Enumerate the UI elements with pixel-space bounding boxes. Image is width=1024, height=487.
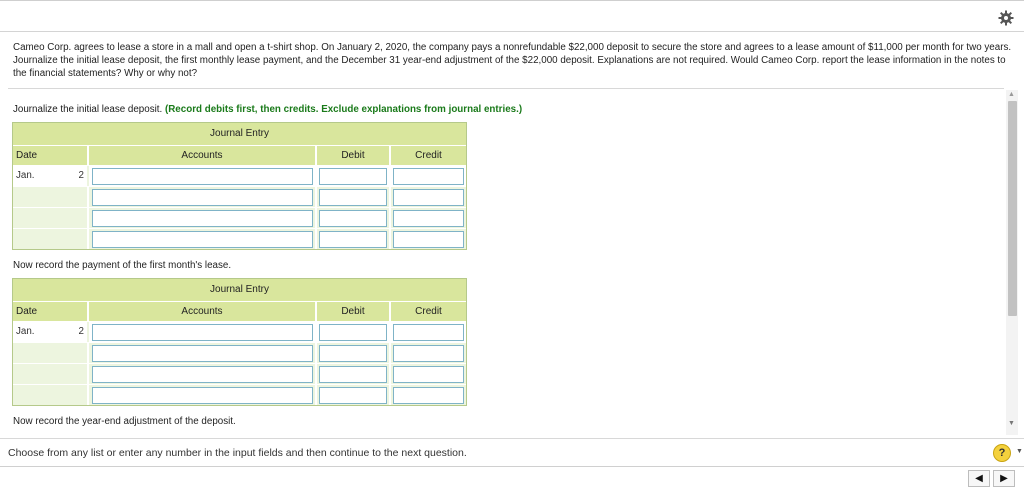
instruction-first-payment: Now record the payment of the first month's lease. [13, 260, 232, 271]
debit-input[interactable] [319, 345, 387, 362]
date-day: 2 [78, 170, 84, 181]
date-cell [13, 187, 89, 207]
scrollbar-thumb[interactable] [1008, 101, 1017, 316]
debit-input[interactable] [319, 366, 387, 383]
problem-statement: Cameo Corp. agrees to lease a store in a mall and open a t-shirt shop. On January 2, 2020, the company pays a nonrefundable $22,000 deposit to secure the store and agrees to a lease amount of $11,000 per month for two years. Journalize the initial lease deposit, the first monthly lease payment, and the December 31 year-end adjustment of the $22,000 deposit. Explanations are not required. Would Cameo Corp. report the lease information in the notes to the financial statements? Why or why not? [13, 42, 1012, 79]
date-day: 2 [78, 326, 84, 337]
next-button[interactable]: ▶ [993, 470, 1015, 487]
help-dropdown-icon[interactable]: ▼ [1016, 448, 1023, 455]
account-input[interactable] [92, 231, 313, 248]
scroll-up-icon[interactable]: ▲ [1008, 91, 1015, 98]
journal-row [13, 321, 466, 342]
instruction-year-end: Now record the year-end adjustment of the deposit. [13, 416, 236, 427]
journal-entry-table-payment [12, 278, 467, 406]
previous-button[interactable]: ◀ [968, 470, 990, 487]
date-cell [13, 385, 89, 405]
account-input[interactable] [92, 324, 313, 341]
debit-input[interactable] [319, 189, 387, 206]
bottom-divider [0, 466, 1024, 467]
journal-title: Journal Entry [13, 279, 466, 301]
divider [8, 88, 1004, 89]
date-cell [13, 166, 89, 186]
journal-row [13, 363, 466, 384]
credit-input[interactable] [393, 168, 464, 185]
credit-input[interactable] [393, 210, 464, 227]
debit-input[interactable] [319, 387, 387, 404]
debit-input[interactable] [319, 210, 387, 227]
journal-title: Journal Entry [13, 123, 466, 145]
date-month: Jan. [16, 170, 35, 181]
account-input[interactable] [92, 387, 313, 404]
credit-input[interactable] [393, 366, 464, 383]
journal-row [13, 342, 466, 363]
header-debit: Debit [317, 302, 391, 321]
footer-divider [0, 438, 1024, 439]
credit-input[interactable] [393, 324, 464, 341]
journal-row [13, 165, 466, 186]
footer-instruction: Choose from any list or enter any number in the input fields and then continue to the next question. [8, 447, 467, 459]
date-cell [13, 364, 89, 384]
credit-input[interactable] [393, 387, 464, 404]
header-date: Date [13, 302, 89, 321]
header-debit: Debit [317, 146, 391, 165]
instruction [13, 104, 522, 115]
journal-row [13, 384, 466, 405]
header-credit: Credit [415, 306, 442, 317]
debit-input[interactable] [319, 324, 387, 341]
account-input[interactable] [92, 345, 313, 362]
account-input[interactable] [92, 189, 313, 206]
debit-input[interactable] [319, 168, 387, 185]
journal-row [13, 228, 466, 249]
account-input[interactable] [92, 210, 313, 227]
account-input[interactable] [92, 168, 313, 185]
journal-entry-table-deposit [12, 122, 467, 250]
date-cell [13, 229, 89, 249]
journal-row [13, 207, 466, 228]
top-toolbar [0, 0, 1024, 32]
journal-header-row [13, 145, 466, 165]
date-cell [13, 322, 89, 342]
header-credit: Credit [415, 150, 442, 161]
date-month: Jan. [16, 326, 35, 337]
journal-row [13, 186, 466, 207]
debit-input[interactable] [319, 231, 387, 248]
scroll-down-icon[interactable]: ▼ [1008, 420, 1015, 427]
credit-input[interactable] [393, 231, 464, 248]
question-icon[interactable]: ? [993, 444, 1011, 462]
gear-icon[interactable] [998, 10, 1014, 26]
header-accounts: Accounts [89, 146, 317, 165]
header-date: Date [13, 146, 89, 165]
date-cell [13, 208, 89, 228]
credit-input[interactable] [393, 345, 464, 362]
account-input[interactable] [92, 366, 313, 383]
instruction-text: Journalize the initial lease deposit. [13, 104, 163, 115]
date-cell [13, 343, 89, 363]
instruction-emphasis: (Record debits first, then credits. Exclude explanations from journal entries.) [164, 104, 523, 115]
journal-header-row [13, 301, 466, 321]
header-accounts: Accounts [89, 302, 317, 321]
credit-input[interactable] [393, 189, 464, 206]
